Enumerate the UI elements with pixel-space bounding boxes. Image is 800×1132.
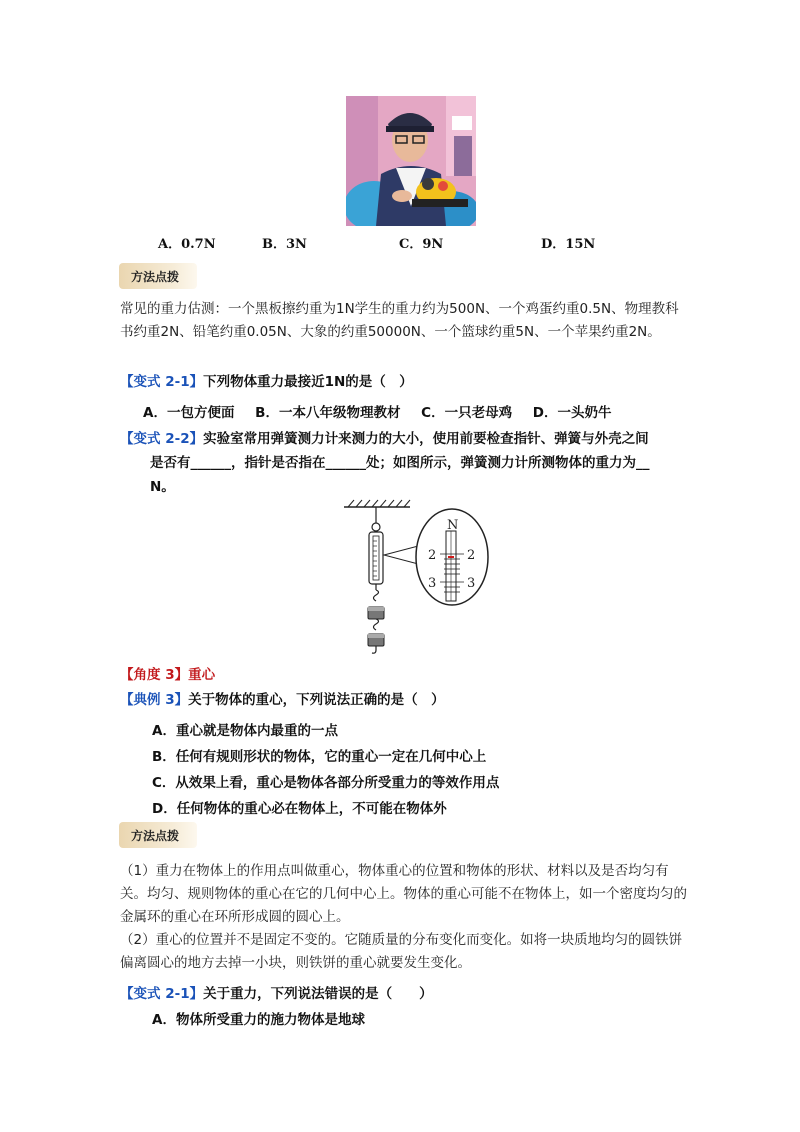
variant-2-1-options [143,401,628,421]
question-text: 关于物体的重心，下列说法正确的是（ ） [188,692,445,708]
option-d: D．一头奶牛 [532,405,612,421]
option-c: C．从效果上看，重心是物体各部分所受重力的等效作用点 [152,775,500,791]
variant-2-1-question [120,370,680,394]
scale-label-3-right: 3 [467,576,476,591]
q1-option-c: C．9N [399,237,444,252]
question-text: 关于重力，下列说法错误的是（ ） [203,986,433,1002]
option-a: A．重心就是物体内最重的一点 [152,723,338,739]
option-d: D．任何物体的重心必在物体上，不可能在物体外 [152,801,447,817]
question-line-1: 实验室常用弹簧测力计来测力的大小，使用前要检查指针、弹簧与外壳之间 [203,431,649,447]
tip-paragraph-1: 常见的重力估测：一个黑板擦约重为1N学生的重力约为500N、一个鸡蛋约重0.5N、物理教科书约重2N、铅笔约重0.05N、大象的约重50000N、一个篮球约重5N、一个苹果约重2N。 [120,301,679,340]
example-3-question [120,688,680,712]
option-a: A．一包方便面 [143,405,235,421]
scale-label-2-left: 2 [428,548,437,563]
variant-tag: 【变式 2-2】 [120,431,204,447]
tip-paragraph-2 [120,860,690,975]
question-line-3: N。 [150,479,175,495]
option-c: C．一只老母鸡 [421,405,513,421]
method-badge: 方法点拨 [119,263,197,289]
q1-option-b: B．3N [262,237,307,252]
unit-label: N [447,518,459,533]
q1-option-d: D．15N [541,237,596,252]
example-3-options [120,718,712,822]
variant-2-2-question [120,427,680,499]
q1-options [0,233,800,253]
scale-label-3-left: 3 [428,576,437,591]
variant-2-1b-option-a: A．物体所受重力的施力物体是地球 [152,1012,365,1028]
variant-tag: 【变式 2-1】 [120,374,204,390]
pointer [448,556,454,558]
tip-point-1: （1）重力在物体上的作用点叫做重心，物体重心的位置和物体的形状、材料以及是否均匀有关。均匀、规则物体的重心在它的几何中心上。物体的重心可能不在物体上，如一个密度均匀的金属环的重心在环所形成圆的圆心上。 [120,863,687,925]
tip-point-2: （2）重心的位置并不是固定不变的。它随质量的分布变化而变化。如将一块质地均匀的圆铁饼偏离圆心的地方去掉一小块，则铁饼的重心就要发生变化。 [120,932,683,971]
method-badge: 方法点拨 [119,822,197,848]
spring-scale-figure [336,497,496,657]
variant-2-1b-question [120,982,680,1006]
example-tag: 【典例 3】 [120,692,189,708]
scale-label-2-right: 2 [467,548,476,563]
option-b: B．任何有规则形状的物体，它的重心一定在几何中心上 [152,749,487,765]
question-text: 下列物体重力最接近1N的是（ ） [203,374,413,390]
q1-option-a: A．0.7N [158,237,216,252]
variant-tag: 【变式 2-1】 [120,986,204,1002]
question-line-2: 是否有______，指针是否指在______处；如图所示，弹簧测力计所测物体的重力为__ [150,455,650,471]
teacher-photo [346,96,476,226]
angle-3-heading: 【角度 3】重心 [120,667,216,683]
option-b: B．一本八年级物理教材 [255,405,401,421]
